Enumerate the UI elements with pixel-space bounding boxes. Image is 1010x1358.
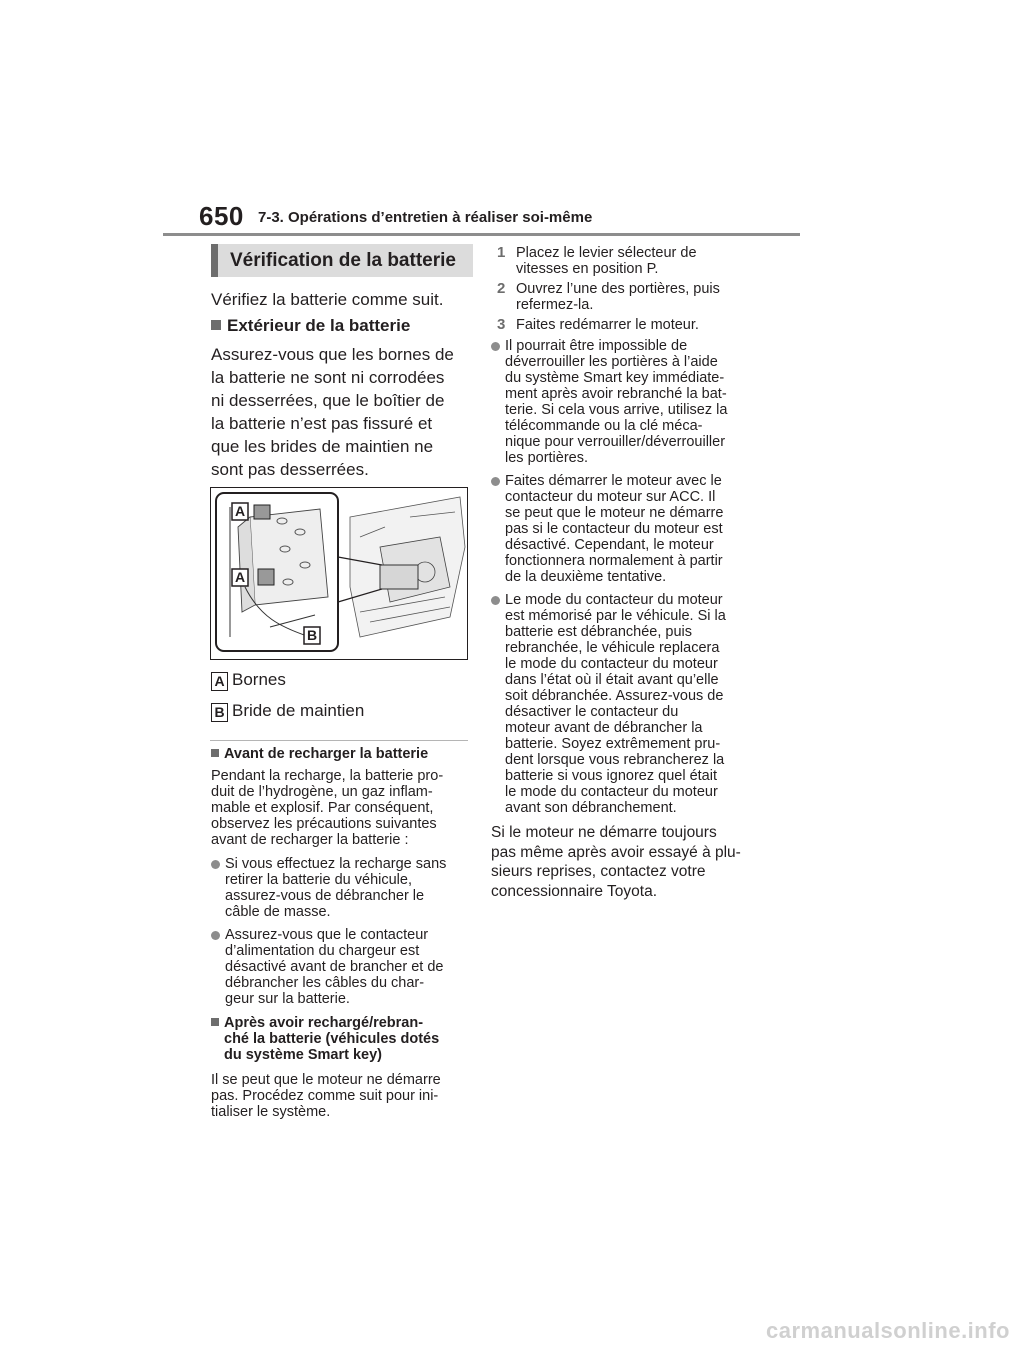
square-bullet-icon bbox=[211, 1018, 219, 1026]
circle-bullet-icon bbox=[491, 477, 500, 486]
legend-item-b: B Bride de maintien bbox=[211, 701, 364, 722]
circle-bullet-icon bbox=[491, 596, 500, 605]
circle-bullet-icon bbox=[211, 931, 220, 940]
battery-figure bbox=[210, 487, 468, 660]
header-rule bbox=[163, 233, 800, 236]
after-charging-text: Il se peut que le moteur ne démarre pas. Procédez comme suit pour ini- tialiser le système. bbox=[211, 1072, 441, 1120]
legend-item-a: A Bornes bbox=[211, 670, 286, 691]
section-heading: Vérification de la batterie bbox=[211, 244, 473, 277]
exterior-heading: Extérieur de la batterie bbox=[211, 316, 410, 336]
square-bullet-icon bbox=[211, 749, 219, 757]
watermark: carmanualsonline.info bbox=[766, 1318, 1010, 1343]
after-charging-heading: Après avoir rechargé/rebran- ché la batterie (véhicules dotés du système Smart key) bbox=[211, 1015, 439, 1063]
circle-bullet-icon bbox=[491, 342, 500, 351]
section-intro: Vérifiez la batterie comme suit. bbox=[211, 290, 444, 309]
figure-label-b: B bbox=[306, 627, 318, 643]
exterior-text: Assurez-vous que les bornes de la batterie ne sont ni corrodées ni desserrées, que le boîtier de la batterie n’est pas fissuré et que les brides de maintien ne sont pas desserrées. bbox=[211, 345, 454, 479]
figure-label-a-top: A bbox=[234, 503, 246, 519]
circle-bullet-icon bbox=[211, 860, 220, 869]
chapter-title: 7-3. Opérations d’entretien à réaliser soi-même bbox=[258, 209, 593, 226]
figure-label-a-bottom: A bbox=[234, 569, 246, 585]
before-charging-heading: Avant de recharger la batterie bbox=[211, 746, 428, 762]
square-bullet-icon bbox=[211, 320, 221, 330]
before-charging-text: Pendant la recharge, la batterie pro- duit de l’hydrogène, un gaz inflam- mable et explosif. Par conséquent, observez les précautions suivantes avant de recharger la batterie : bbox=[211, 768, 444, 848]
section-divider bbox=[210, 740, 468, 741]
page-number: 650 bbox=[199, 201, 244, 231]
closing-text: Si le moteur ne démarre toujours pas même après avoir essayé à plu- sieurs reprises, contactez votre concessionnaire Toyota. bbox=[491, 824, 741, 900]
engine-bay-illustration bbox=[210, 487, 468, 660]
